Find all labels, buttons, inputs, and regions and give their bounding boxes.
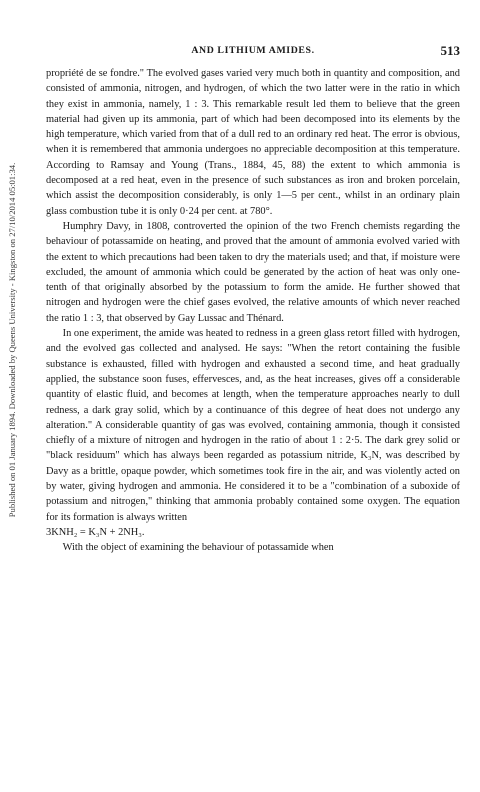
body-text — [46, 66, 460, 556]
paragraph-davy: Humphry Davy, in 1808, controverted the opinion of the two French chemists regarding the behaviour of potassamide on heating, and proved that the amount of ammonia evolved varied with the extent to which precautions had been taken to dry the materials used; and that, if moisture were excluded, the amount of ammonia which could be generated by the action of heat was only one-tenth of that originally absorbed by the potassium to form the amide. He further showed that nitrogen and hydrogen were the chief gases evolved, the relative amounts of which never reached the ratio 1 : 3, that observed by Gay Lussac and Thénard. — [46, 220, 460, 324]
publication-sidebar-note — [5, 60, 19, 620]
paragraph-closing-line: With the object of examining the behaviour of potassamide when — [62, 542, 334, 554]
paragraph-experiment: In one experiment, the amide was heated to redness in a green glass retort filled with hydrogen, and the evolved gas collected and analysed. He says: "When the retort containing the fusible substance is exhausted, filled with hydrogen and exhausted a second time, and heat gradually applied, the substance soon fuses, effervesces, and, as the heat increases, gives off a considerable quantity of elastic fluid, and becomes at length, when the temperature approaches nearly to dull redness, a dark gray solid, which by a continuance of this degree of heat does not undergo any alteration." A considerable quantity of gas was evolved, containing ammonia, though it consisted chiefly of a mixture of nitrogen and hydrogen in the ratio of about 1 : 2·5. The dark grey solid or "black residuum" which has always been regarded as potassium nitride, K₃N, was described by Davy as a brittle, opaque powder, which sometimes took fire in the air, and was violently acted on by water, giving hydrogen and ammonia. He considered it to be a "combination of a suboxide of potassium and nitrogen," thinking that ammonia probably contained some oxygen. The equation for its formation is always written — [46, 328, 460, 523]
page-number: 513 — [440, 43, 460, 58]
running-title: AND LITHIUM AMIDES. — [191, 45, 315, 56]
paragraph-continuation: propriété de se fondre." The evolved gases varied very much both in quantity and composition, and consisted of ammonia, nitrogen, and hydrogen, of which the two latter were in the ratio in which they exist in ammonia, namely, 1 : 3. This remarkable result led them to believe that the green material had given up its ammonia, part of which had been decomposed into its elements by the high temperature, which varied from that of a dull red to an ordinary red heat. The error is obvious, when it is remembered that ammonia undergoes no appreciable decomposition at this temperature. According to Ramsay and Young (Trans., 1884, 45, 88) the extent to which ammonia is decomposed at a red heat, even in the presence of such substances as iron and broken porcelain, which assist the decomposition considerably, is only 1—5 per cent., whilst in an ordinary plain glass combustion tube it is only 0·24 per cent. at 780°. — [46, 68, 460, 217]
chemical-equation: 3KNH₂ = K₃N + 2NH₃. — [46, 526, 145, 538]
publication-note-text: Published on 01 January 1894. Downloaded by Queens University - Kingston on 27/10/2014 05:01:34. — [7, 162, 17, 518]
page-header — [46, 45, 460, 61]
